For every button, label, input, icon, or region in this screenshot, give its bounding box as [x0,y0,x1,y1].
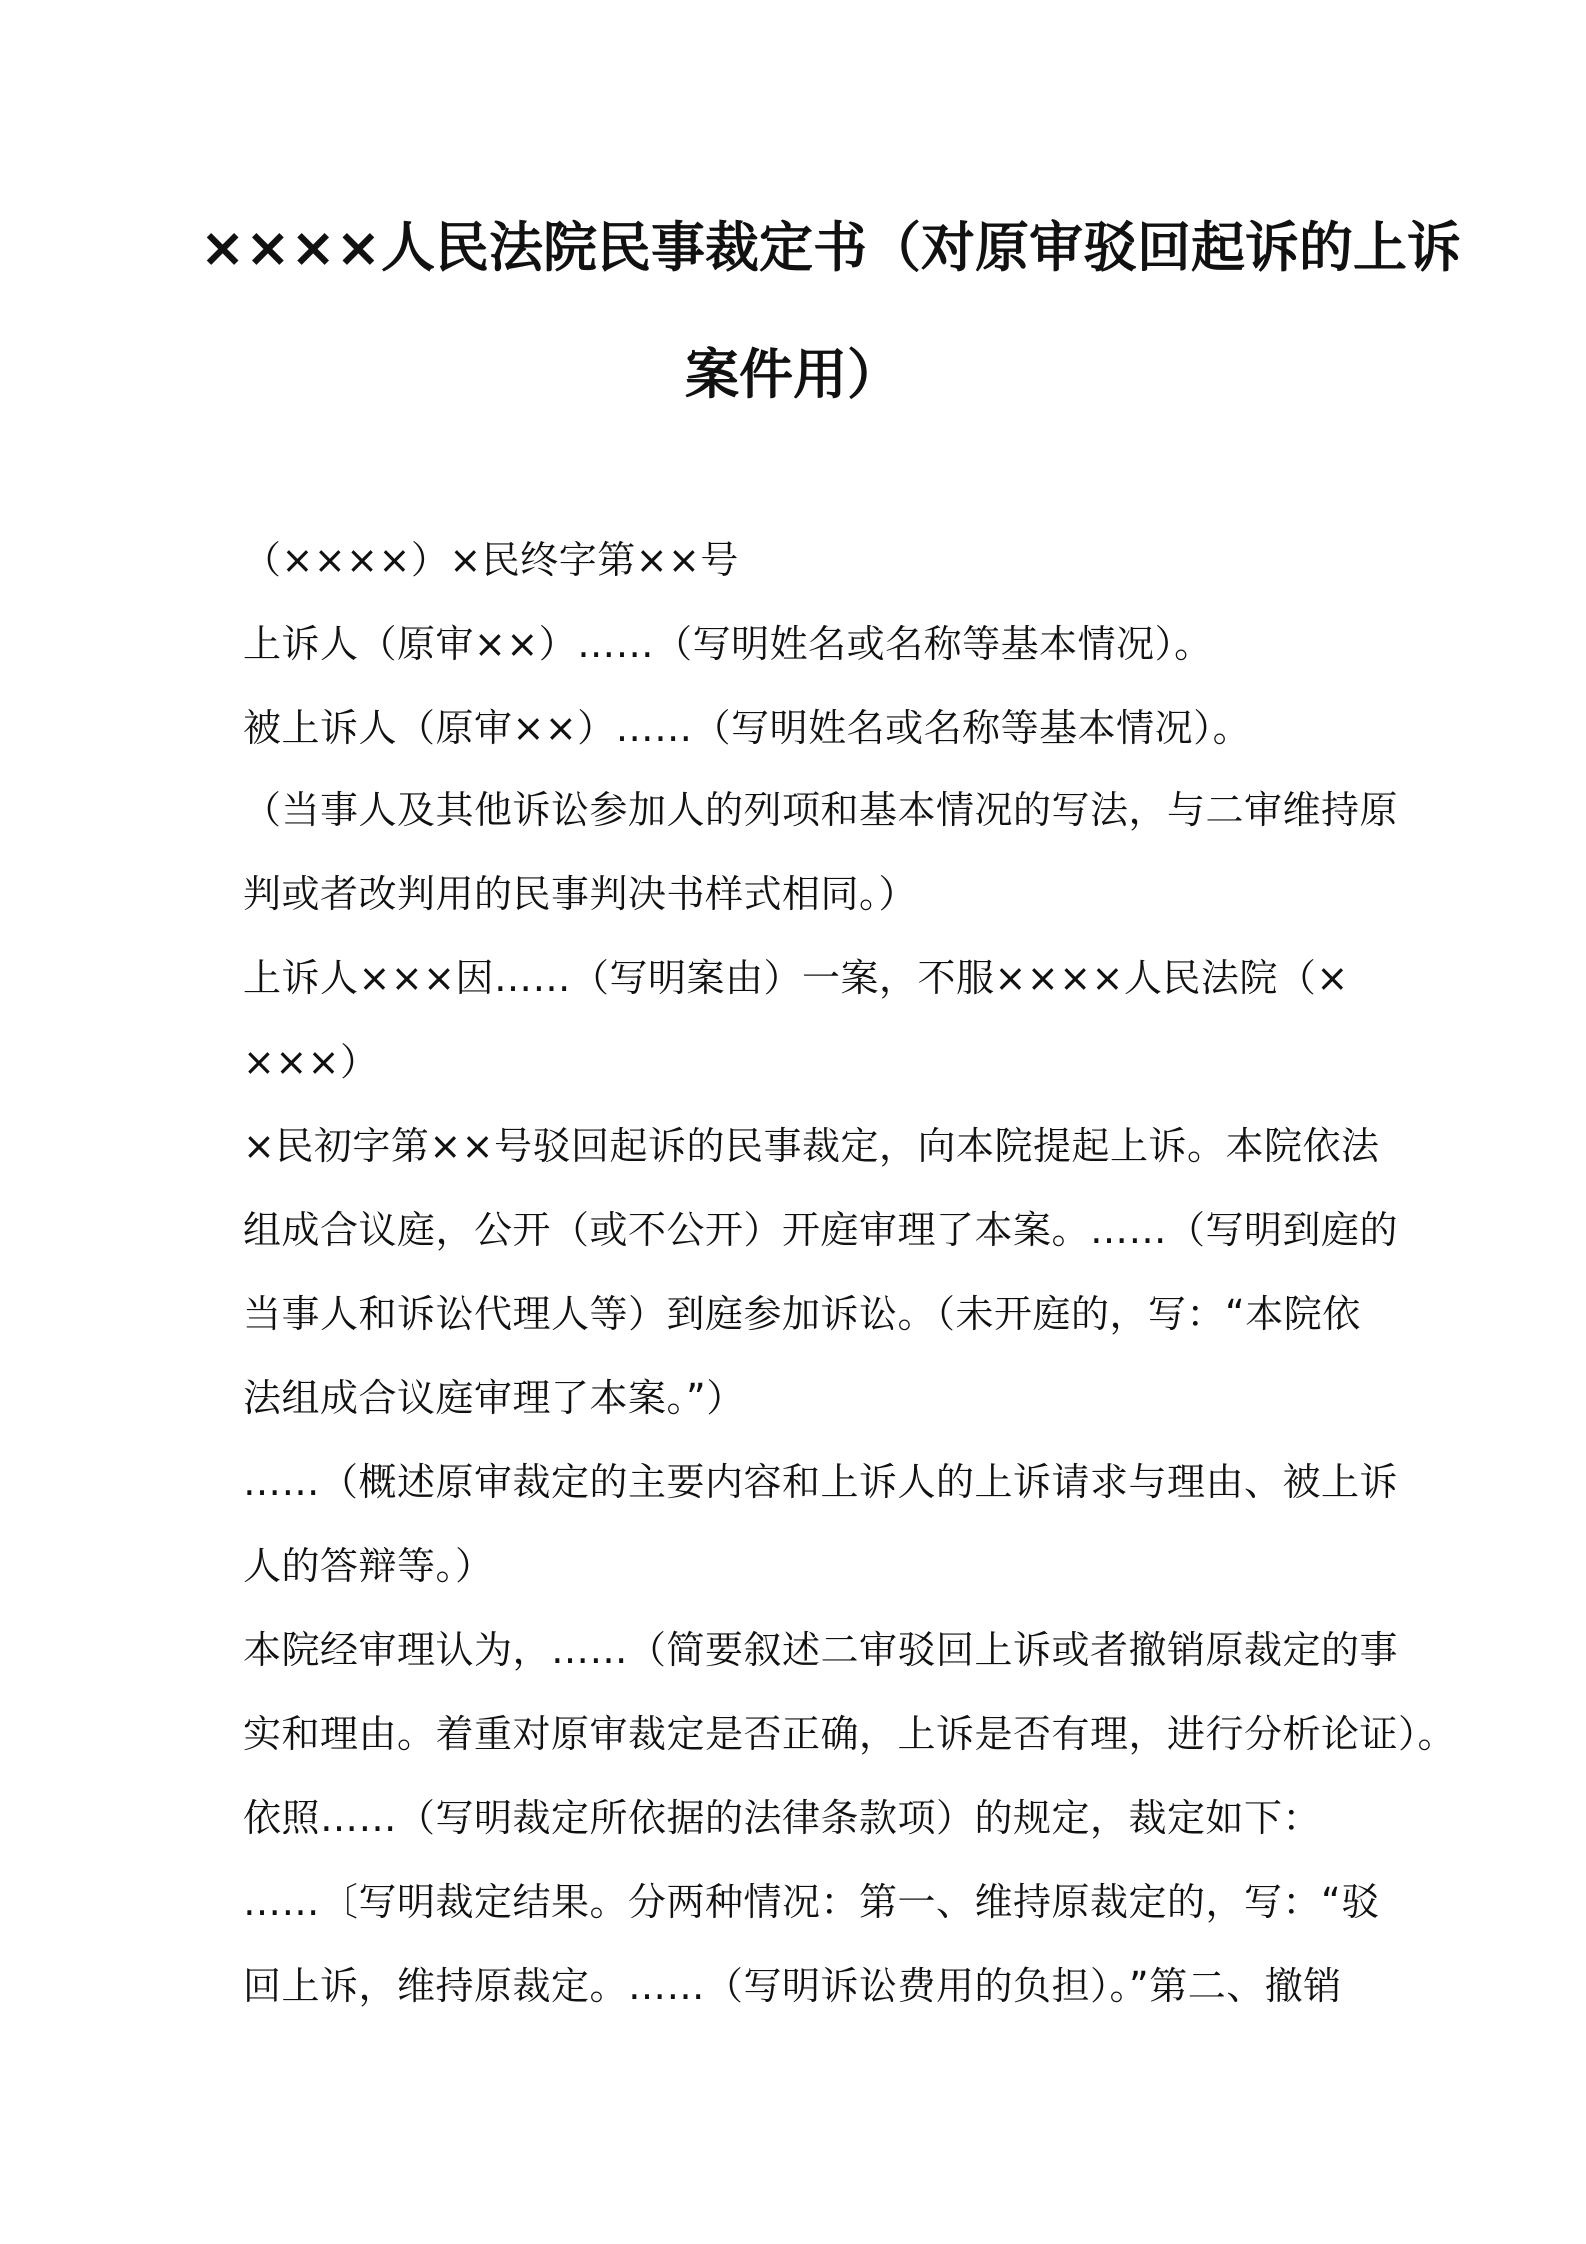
body-text-line: 法组成合议庭审理了本案。”） [243,1376,745,1420]
body-text-line: ×××） [243,1040,379,1084]
body-text-line: （当事人及其他诉讼参加人的列项和基本情况的写法，与二审维持原 [243,788,1399,832]
body-text-line: 上诉人×××因……（写明案由）一案，不服××××人民法院（× [243,956,1349,1000]
body-text-line: 实和理由。着重对原审裁定是否正确，上诉是否有理，进行分析论证）。 [243,1712,1457,1756]
body-text-line: 当事人和诉讼代理人等）到庭参加诉讼。（未开庭的，写：“本院依 [243,1292,1361,1336]
body-text-line: 组成合议庭，公开（或不公开）开庭审理了本案。……（写明到庭的 [243,1208,1399,1252]
appellant-line: 上诉人（原审××）……（写明姓名或名称等基本情况）。 [243,622,1213,666]
body-text-line: 本院经审理认为，……（简要叙述二审驳回上诉或者撤销原裁定的事 [243,1628,1399,1672]
body-text-line: 回上诉，维持原裁定。……（写明诉讼费用的负担）。”第二、撤销 [243,1964,1342,2008]
body-text-line: 判或者改判用的民事判决书样式相同。） [243,872,918,916]
body-text-line: ……〔写明裁定结果。分两种情况：第一、维持原裁定的，写：“驳 [243,1880,1380,1924]
body-text-line: ×民初字第××号驳回起诉的民事裁定，向本院提起上诉。本院依法 [243,1124,1380,1168]
body-text-line: 依照……（写明裁定所依据的法律条款项）的规定，裁定如下： [243,1796,1322,1840]
body-text-line: 人的答辩等。） [243,1544,494,1588]
document-title-line-2: 案件用） [685,343,901,406]
appellee-line: 被上诉人（原审××）……（写明姓名或名称等基本情况）。 [243,706,1252,750]
document-title-line-1: ××××人民法院民事裁定书（对原审驳回起诉的上诉 [200,216,1461,279]
case-number: （××××）×民终字第××号 [243,538,739,582]
body-text-line: ……（概述原审裁定的主要内容和上诉人的上诉请求与理由、被上诉 [243,1460,1399,1504]
